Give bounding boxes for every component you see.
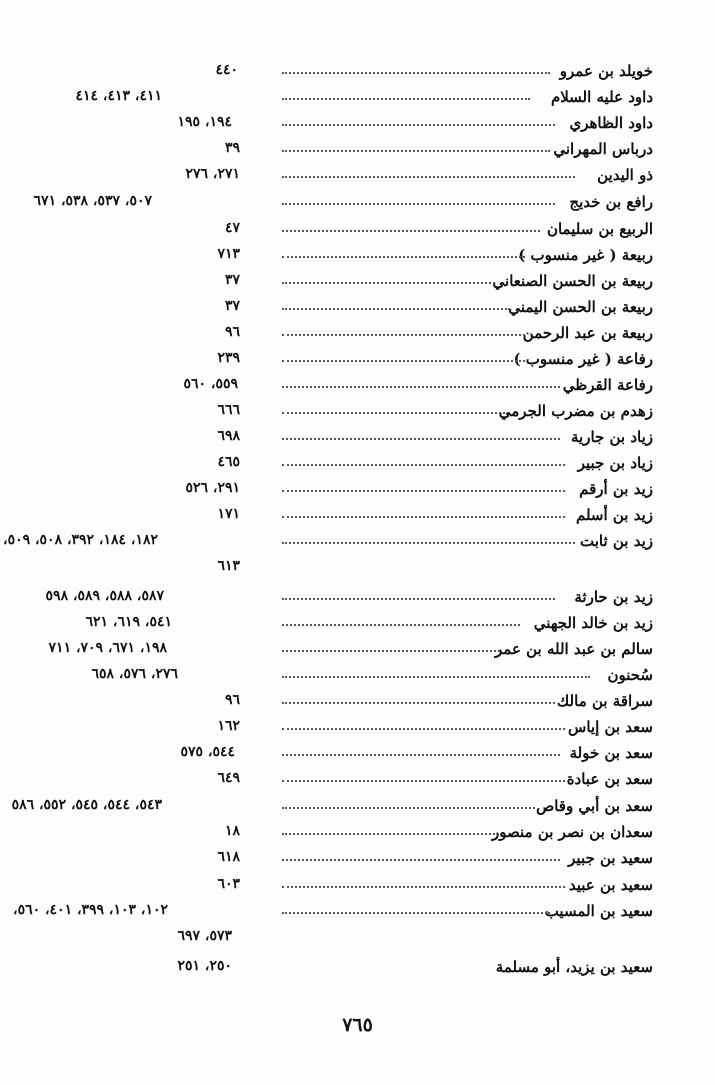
entry-pages: ٣٧ [224, 272, 240, 288]
dot-leader [282, 98, 530, 100]
index-entry [0, 166, 715, 190]
entry-pages: ٣٩ [224, 140, 240, 156]
index-entry [0, 324, 715, 348]
entry-name: زيد بن أسلم [575, 506, 653, 524]
entry-name: سعيد بن المسيب [544, 902, 653, 920]
entry-name: سعد بن أبي وقاص [536, 797, 653, 815]
entry-name: زيد بن أرقم [579, 480, 653, 498]
index-entry [0, 823, 715, 847]
entry-pages: ١٠٢، ١٠٣، ٣٩٩، ٤٠١، ٥٦٠، [13, 902, 168, 918]
dot-leader [282, 256, 525, 258]
dot-leader [282, 308, 510, 310]
entry-pages: ٩٦ [224, 692, 240, 708]
entry-name: ذو اليدين [597, 166, 653, 184]
dot-leader [282, 464, 565, 466]
dot-leader [282, 650, 500, 652]
index-entry [0, 246, 715, 270]
entry-name: سعدان بن نصر بن منصور [492, 823, 653, 841]
entry-name: ربيعة ( غير منسوب ) [518, 246, 653, 264]
entry-name: ربيعة بن الحسن اليمني [508, 298, 653, 316]
entry-pages: ٥٥٩، ٥٦٠ [183, 376, 238, 392]
entry-name: الربيع بن سليمان [546, 220, 653, 238]
entry-name: رفاعة القرظي [562, 376, 653, 394]
entry-name: سراقة بن مالك [556, 692, 653, 710]
entry-name: زهدم بن مضرب الجرمي [498, 402, 653, 420]
dot-leader [282, 72, 550, 74]
dot-leader [282, 490, 565, 492]
entry-pages: ٥٨٧، ٥٨٨، ٥٨٩، ٥٩٨ [45, 588, 164, 604]
entry-pages: ٦٩٨ [217, 428, 240, 444]
entry-pages: ٥٤٤، ٥٧٥ [180, 744, 235, 760]
entry-name: داود الظاهري [569, 114, 653, 132]
index-entry [0, 876, 715, 900]
dot-leader [282, 624, 520, 626]
index-entry [0, 298, 715, 322]
dot-leader [282, 438, 560, 440]
entry-pages: ٥٠٧، ٥٣٧، ٥٣٨، ٦٧١ [33, 193, 152, 209]
entry-name: داود عليه السلام [550, 88, 653, 106]
entry-name: سُحنون [607, 666, 653, 684]
entry-pages: ١٧١ [217, 506, 240, 522]
entry-pages: ٤٤٠ [215, 62, 238, 78]
entry-pages: ٢٣٩ [217, 350, 240, 366]
entry-pages: ٥٧٣، ٦٩٧ [177, 928, 232, 944]
dot-leader [282, 754, 560, 756]
dot-leader [282, 728, 565, 730]
dot-leader [282, 176, 575, 178]
index-entry [0, 114, 715, 138]
index-entry [0, 718, 715, 742]
index-entry [0, 376, 715, 400]
index-entry [0, 958, 715, 982]
index-entry [0, 770, 715, 794]
dot-leader [282, 542, 575, 544]
entry-pages: ٤١١، ٤١٣، ٤١٤ [75, 88, 162, 104]
entry-name: خويلد بن عمرو [559, 62, 653, 80]
index-entry [0, 220, 715, 244]
index-entry [0, 849, 715, 873]
entry-pages: ٢٩١، ٥٢٦ [185, 480, 240, 496]
entry-pages: ١٩٤، ١٩٥ [177, 114, 232, 130]
index-entry [0, 140, 715, 164]
entry-name: سالم بن عبد الله بن عمر [495, 640, 653, 658]
entry-name: ربيعة بن الحسن الصنعاني [492, 272, 653, 290]
index-entry [0, 588, 715, 612]
dot-leader [282, 360, 525, 362]
index-entry [0, 692, 715, 716]
index-entry [0, 480, 715, 504]
index-entry [0, 614, 715, 638]
index-entry [0, 62, 715, 86]
entry-pages: ٧١٣ [217, 246, 240, 262]
dot-leader [282, 386, 560, 388]
entry-pages: ٥٤١، ٦١٩، ٦٢١ [85, 614, 172, 630]
dot-leader [282, 807, 535, 809]
entry-name: ربيعة بن عبد الرحمن [522, 324, 653, 342]
index-entry [0, 532, 715, 556]
entry-name: سعيد بن عبيد [568, 876, 653, 894]
entry-pages: ١٨٢، ١٨٤، ٣٩٢، ٥٠٨، ٥٠٩، [3, 532, 158, 548]
dot-leader [282, 780, 565, 782]
dot-leader [282, 886, 565, 888]
dot-leader [282, 334, 525, 336]
entry-pages: ٣٧ [224, 298, 240, 314]
entry-pages: ١٩٨، ٦٧١، ٧٠٩، ٧١١ [48, 640, 167, 656]
entry-name: سعد بن إياس [568, 718, 653, 736]
entry-name: سعد بن عبادة [566, 770, 653, 788]
index-entry [0, 666, 715, 690]
entry-name: زيد بن حارثة [574, 588, 653, 606]
dot-leader [282, 282, 495, 284]
entry-pages: ٦٦٦ [217, 402, 240, 418]
entry-pages: ٤٧ [224, 220, 240, 236]
entry-name: سعيد بن يزيد، أبو مسلمة [495, 958, 653, 976]
entry-pages: ٢٥٠، ٢٥١ [177, 958, 232, 974]
entry-pages: ٢٧٦، ٥٧٦، ٦٥٨ [91, 666, 178, 682]
index-entry [0, 88, 715, 112]
entry-pages: ٦١٣ [217, 558, 240, 574]
entry-pages: ٢٧١، ٢٧٦ [185, 166, 240, 182]
entry-pages: ٦١٨ [217, 849, 240, 865]
entry-name: زياد بن جارية [570, 428, 653, 446]
dot-leader [282, 203, 555, 205]
index-entry [0, 928, 715, 952]
dot-leader [282, 859, 560, 861]
index-entry [0, 558, 715, 582]
index-entry [0, 902, 715, 926]
dot-leader [282, 912, 550, 914]
index-entry [0, 454, 715, 478]
index-entry [0, 797, 715, 821]
entry-pages: ٤٦٥ [217, 454, 240, 470]
dot-leader [282, 124, 555, 126]
page-number: ٧٦٥ [342, 1014, 373, 1036]
entry-name: زيد بن ثابت [580, 532, 653, 550]
index-entry [0, 193, 715, 217]
entry-name: زيد بن خالد الجهني [533, 614, 653, 632]
index-entry [0, 350, 715, 374]
index-entry [0, 428, 715, 452]
entry-pages: ٩٦ [224, 324, 240, 340]
entry-name: سعد بن خولة [569, 744, 653, 762]
entry-name: رافع بن خديج [569, 193, 653, 211]
dot-leader [282, 598, 555, 600]
dot-leader [282, 412, 505, 414]
entry-pages: ٦٠٣ [217, 876, 240, 892]
entry-pages: ١٨ [224, 823, 240, 839]
index-entry [0, 744, 715, 768]
dot-leader [282, 516, 565, 518]
entry-pages: ١٦٢ [217, 718, 240, 734]
index-entry [0, 506, 715, 530]
entry-name: رفاعة ( غير منسوب ) [513, 350, 653, 368]
entry-name: سعيد بن جبير [568, 849, 653, 867]
entry-name: درباس المهراني [553, 140, 653, 158]
dot-leader [282, 230, 540, 232]
index-entry [0, 402, 715, 426]
index-entry [0, 272, 715, 296]
entry-name: زياد بن جبير [577, 454, 653, 472]
entry-pages: ٥٤٣، ٥٤٤، ٥٤٥، ٥٥٢، ٥٨٦ [11, 797, 162, 813]
index-entry [0, 640, 715, 664]
dot-leader [282, 833, 495, 835]
dot-leader [282, 150, 550, 152]
dot-leader [282, 676, 590, 678]
dot-leader [282, 702, 555, 704]
entry-pages: ٦٤٩ [217, 770, 240, 786]
